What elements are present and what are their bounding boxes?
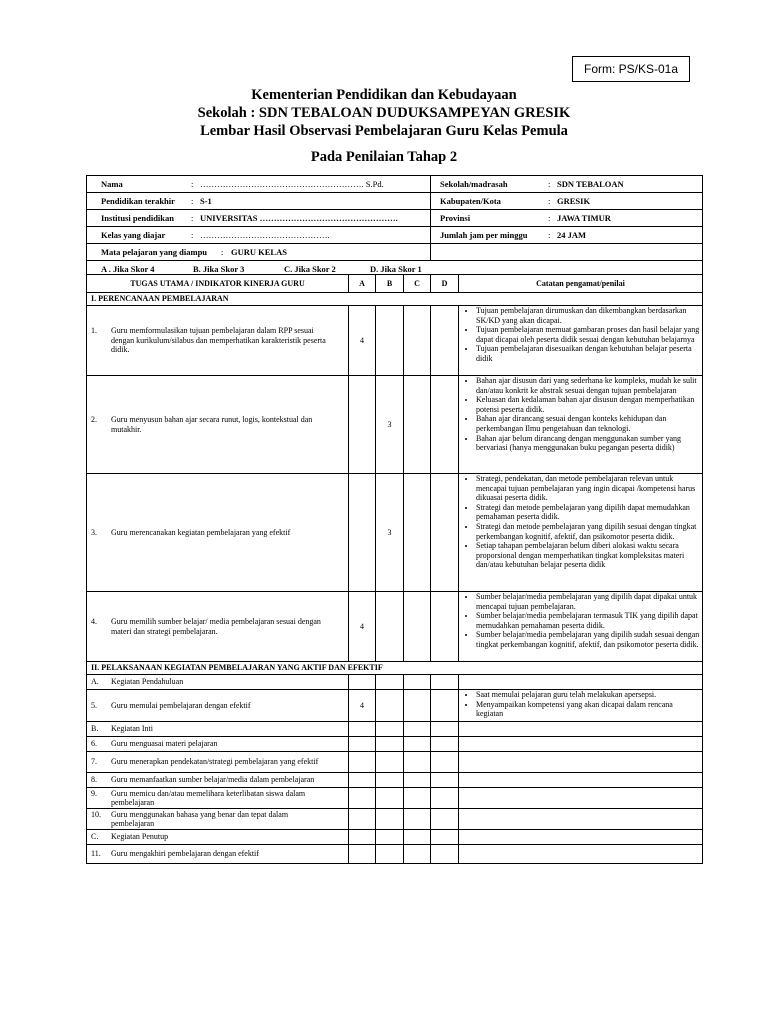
note-item: • Menyampaikan kompetensi yang akan dicapai dalam rencana kegiatan	[476, 700, 700, 719]
score-cell-c[interactable]	[404, 376, 431, 474]
notes-list	[459, 376, 702, 453]
header-d: D	[431, 275, 459, 293]
score-cell-a[interactable]	[349, 788, 376, 809]
table-row	[87, 690, 703, 722]
table-row	[87, 752, 703, 773]
score-cell-d[interactable]	[431, 722, 459, 737]
note-item: • Tujuan pembelajaran memuat gambaran proses dan hasil belajar yang dapat dicapai oleh peserta didik sesuai dengan kebutuhan belajarnya	[476, 325, 700, 344]
legend-a: A . Jika Skor 4	[101, 264, 155, 274]
indicator-text: Guru menerapkan pendekatan/strategi pembelajaran yang efektif	[111, 757, 319, 767]
score-cell-d[interactable]	[431, 306, 459, 376]
score-cell-d[interactable]	[431, 773, 459, 788]
score-cell-a[interactable]: 4	[349, 592, 376, 662]
indicator-cell	[87, 675, 349, 690]
info-kelas: Kelas yang diajar : ……………………………………….	[87, 227, 431, 244]
indicator-text: Guru memulai pembelajaran dengan efektif	[111, 700, 251, 710]
indicator-cell	[87, 722, 349, 737]
indicator-cell	[87, 809, 349, 830]
info-institusi: Institusi pendidikan : UNIVERSITAS ………………………………………….	[87, 210, 431, 227]
score-cell-a[interactable]	[349, 722, 376, 737]
indicator-text: Guru mengakhiri pembelajaran dengan efektif	[111, 849, 259, 859]
title-ministry: Kementerian Pendidikan dan Kebudayaan	[251, 87, 517, 103]
notes-list	[459, 474, 702, 570]
notes-cell	[459, 722, 703, 737]
score-cell-c[interactable]	[404, 722, 431, 737]
indicator-cell	[87, 474, 349, 592]
header-indicator: TUGAS UTAMA / INDIKATOR KINERJA GURU	[87, 275, 349, 293]
score-cell-d[interactable]	[431, 830, 459, 845]
score-cell-a[interactable]	[349, 752, 376, 773]
table-header-row	[87, 275, 703, 293]
indicator-cell	[87, 773, 349, 788]
score-cell-c[interactable]	[404, 830, 431, 845]
document-header	[0, 86, 768, 166]
notes-cell	[459, 675, 703, 690]
score-cell-b[interactable]	[376, 752, 404, 773]
indicator-number: B.	[91, 724, 99, 734]
indicator-number: A.	[91, 677, 99, 687]
table-row	[87, 675, 703, 690]
notes-cell	[459, 830, 703, 845]
legend-b: B. Jika Skor 3	[193, 264, 245, 274]
notes-cell	[459, 752, 703, 773]
info-provinsi: Provinsi : JAWA TIMUR	[431, 210, 703, 227]
score-cell-c[interactable]	[404, 737, 431, 752]
note-item: • Keluasan dan kedalaman bahan ajar disusun dengan memperhatikan potensi peserta didik.	[476, 395, 700, 414]
score-cell-b[interactable]	[376, 809, 404, 830]
section-row-implementation	[87, 662, 703, 675]
score-cell-b[interactable]	[376, 675, 404, 690]
notes-cell	[459, 788, 703, 809]
score-cell-d[interactable]	[431, 788, 459, 809]
score-cell-b[interactable]	[376, 737, 404, 752]
note-item: • Strategi, pendekatan, dan metode pembelajaran relevan untuk mencapai tujuan pembelajaran yang ingin dicapai /kompetensi harus dikuasai peserta didik.	[476, 474, 700, 503]
indicator-text: Guru menyusun bahan ajar secara runut, logis, kontekstual dan mutakhir.	[111, 415, 313, 434]
note-item: • Tujuan pembelajaran disesuaikan dengan kebutuhan belajar peserta didik	[476, 344, 700, 363]
notes-cell	[459, 737, 703, 752]
score-cell-b[interactable]	[376, 773, 404, 788]
note-item: • Bahan ajar belum dirancang dengan menggunakan sumber yang bervariasi (hanya menggunakan buku pegangan peserta didik)	[476, 434, 700, 453]
table-row	[87, 845, 703, 864]
note-item: • Bahan ajar disusun dari yang sederhana ke kompleks, mudah ke sulit dan/atau konkrit ke abstrak sesuai dengan tujuan pembelajaran	[476, 376, 700, 395]
score-cell-c[interactable]	[404, 845, 431, 864]
table-row	[87, 809, 703, 830]
indicator-number: 6.	[91, 739, 97, 749]
indicator-number: 1.	[91, 326, 97, 336]
info-mapel: Mata pelajaran yang diampu : GURU KELAS	[87, 244, 431, 261]
table-row	[87, 788, 703, 809]
indicator-cell	[87, 845, 349, 864]
score-cell-b[interactable]	[376, 788, 404, 809]
indicator-number: C.	[91, 832, 99, 842]
score-cell-b[interactable]: 3	[376, 474, 404, 592]
score-cell-c[interactable]	[404, 809, 431, 830]
score-cell-a[interactable]	[349, 809, 376, 830]
indicator-number: 9.	[91, 788, 97, 798]
notes-list	[459, 592, 702, 650]
score-cell-b[interactable]: 3	[376, 376, 404, 474]
indicator-text: Kegiatan Pendahuluan	[111, 677, 184, 687]
notes-list	[459, 306, 702, 364]
header-notes: Catatan pengamat/penilai	[459, 275, 703, 293]
score-cell-c[interactable]	[404, 474, 431, 592]
score-cell-a[interactable]	[349, 830, 376, 845]
score-cell-a[interactable]: 4	[349, 306, 376, 376]
indicator-number: 3.	[91, 527, 97, 537]
notes-cell	[459, 592, 703, 662]
score-cell-a[interactable]	[349, 845, 376, 864]
score-cell-a[interactable]	[349, 376, 376, 474]
score-cell-d[interactable]	[431, 675, 459, 690]
score-cell-b[interactable]	[376, 845, 404, 864]
indicator-text: Guru menggunakan bahasa yang benar dan tepat dalam pembelajaran	[111, 809, 289, 828]
title-school: Sekolah : SDN TEBALOAN DUDUKSAMPEYAN GRESIK	[197, 105, 571, 121]
table-row	[87, 830, 703, 845]
score-cell-b[interactable]	[376, 306, 404, 376]
indicator-number: 10.	[91, 809, 101, 819]
score-cell-a[interactable]	[349, 675, 376, 690]
notes-cell	[459, 773, 703, 788]
indicator-text: Kegiatan Penutup	[111, 832, 169, 842]
table-row	[87, 592, 703, 662]
score-cell-d[interactable]	[431, 690, 459, 722]
info-jam: Jumlah jam per minggu : 24 JAM	[431, 227, 703, 244]
note-item: • Sumber belajar/media pembelajaran yang dipilih dapat dipakai untuk mencapai tujuan pembelajaran.	[476, 592, 700, 611]
indicator-cell	[87, 592, 349, 662]
score-cell-b[interactable]	[376, 830, 404, 845]
notes-cell	[459, 474, 703, 592]
score-cell-a[interactable]	[349, 773, 376, 788]
score-cell-c[interactable]	[404, 690, 431, 722]
indicator-text: Guru memformulasikan tujuan pembelajaran dalam RPP sesuai dengan kurikulum/silabus dan memperhatikan karakteristik peserta didik.	[111, 326, 326, 355]
form-code-box: Form: PS/KS-01a	[572, 56, 690, 82]
note-item: • Tujuan pembelajaran dirumuskan dan dikembangkan berdasarkan SK/KD yang akan dicapai.	[476, 306, 700, 325]
score-cell-d[interactable]	[431, 845, 459, 864]
score-cell-d[interactable]	[431, 474, 459, 592]
info-kabupaten: Kabupaten/Kota : GRESIK	[431, 193, 703, 210]
note-item: • Strategi dan metode pembelajaran yang dipilih sesuai dengan tingkat perkembangan kognitif, afektif, dan psikomotor peserta didik.	[476, 522, 700, 541]
legend-d: D. Jika Skor 1	[370, 264, 422, 274]
note-item: • Bahan ajar dirancang sesuai dengan konteks kehidupan dan perkembangan Ilmu pengetahuan dan teknologi.	[476, 414, 700, 433]
note-item: • Saat memulai pelajaran guru telah melakukan apersepsi.	[476, 690, 700, 700]
table-row	[87, 376, 703, 474]
observation-table	[86, 274, 703, 864]
section-planning-title: I. PERENCANAAN PEMBELAJARAN	[87, 293, 703, 306]
header-b: B	[376, 275, 404, 293]
score-cell-b[interactable]	[376, 722, 404, 737]
indicator-cell	[87, 690, 349, 722]
indicator-cell	[87, 737, 349, 752]
note-item: • Strategi dan metode pembelajaran yang dipilih dapat memudahkan pemahaman peserta didik.	[476, 503, 700, 522]
notes-cell	[459, 690, 703, 722]
table-row	[87, 306, 703, 376]
score-cell-d[interactable]	[431, 809, 459, 830]
score-cell-a[interactable]: 4	[349, 690, 376, 722]
table-row	[87, 722, 703, 737]
note-item: • Setiap tahapan pembelajaran belum diberi alokasi waktu secara proporsional dengan memperhatikan tingkat kompleksitas materi dan/atau kebutuhan belajar peserta didik	[476, 541, 700, 570]
legend-c: C. Jika Skor 2	[284, 264, 336, 274]
indicator-text: Guru memicu dan/atau memelihara keterlibatan siswa dalam pembelajaran	[111, 788, 306, 807]
score-cell-c[interactable]	[404, 306, 431, 376]
score-cell-b[interactable]	[376, 592, 404, 662]
section-row-planning	[87, 293, 703, 306]
note-item: • Sumber belajar/media pembelajaran yang dipilih sudah sesuai dengan tingkat perkembangan kognitif, afektif, dan psikomotor peserta didik.	[476, 630, 700, 649]
table-row	[87, 773, 703, 788]
indicator-cell	[87, 752, 349, 773]
indicator-text: Guru merencanakan kegiatan pembelajaran yang efektif	[111, 527, 291, 537]
indicator-cell	[87, 830, 349, 845]
title-sheet: Lembar Hasil Observasi Pembelajaran Guru Kelas Pemula	[200, 123, 568, 139]
score-cell-c[interactable]	[404, 752, 431, 773]
notes-cell	[459, 306, 703, 376]
section-implementation-title: II. PELAKSANAAN KEGIATAN PEMBELAJARAN YANG AKTIF DAN EFEKTIF	[87, 662, 703, 675]
indicator-number: 11.	[91, 849, 101, 859]
indicator-number: 7.	[91, 757, 97, 767]
indicator-cell	[87, 788, 349, 809]
note-item: • Sumber belajar/media pembelajaran termasuk TIK yang dipilih dapat memudahkan pemahaman peserta didik.	[476, 611, 700, 630]
info-pendidikan: Pendidikan terakhir : S-1	[87, 193, 431, 210]
teacher-info-table	[86, 175, 703, 277]
indicator-text: Kegiatan Inti	[111, 724, 153, 734]
score-cell-c[interactable]	[404, 773, 431, 788]
score-cell-d[interactable]	[431, 752, 459, 773]
info-empty	[431, 244, 703, 261]
score-cell-c[interactable]	[404, 592, 431, 662]
score-cell-c[interactable]	[404, 788, 431, 809]
header-c: C	[404, 275, 431, 293]
indicator-text: Guru memilih sumber belajar/ media pembelajaran sesuai dengan materi dan strategi pembelajaran.	[111, 617, 321, 636]
notes-cell	[459, 845, 703, 864]
notes-list	[459, 690, 702, 719]
notes-cell	[459, 809, 703, 830]
header-a: A	[349, 275, 376, 293]
table-row	[87, 737, 703, 752]
indicator-number: 5.	[91, 700, 97, 710]
info-nama: Nama : …………………………………………………. S.Pd.	[87, 176, 431, 193]
indicator-number: 2.	[91, 415, 97, 424]
score-cell-b[interactable]	[376, 690, 404, 722]
nama-value: …………………………………………………. S.Pd.	[200, 179, 384, 189]
indicator-number: 8.	[91, 775, 97, 785]
indicator-text: Guru menguasai materi pelajaran	[111, 739, 218, 749]
indicator-cell	[87, 306, 349, 376]
indicator-cell	[87, 376, 349, 474]
notes-cell	[459, 376, 703, 474]
score-cell-a[interactable]	[349, 737, 376, 752]
indicator-text: Guru memanfaatkan sumber belajar/media dalam pembelajaran	[111, 775, 315, 785]
score-cell-d[interactable]	[431, 737, 459, 752]
score-cell-d[interactable]	[431, 376, 459, 474]
score-cell-c[interactable]	[404, 675, 431, 690]
title-stage: Pada Penilaian Tahap 2	[310, 149, 458, 165]
info-sekolah: Sekolah/madrasah : SDN TEBALOAN	[431, 176, 703, 193]
indicator-number: 4.	[91, 617, 97, 626]
score-cell-d[interactable]	[431, 592, 459, 662]
score-cell-a[interactable]	[349, 474, 376, 592]
table-row	[87, 474, 703, 592]
